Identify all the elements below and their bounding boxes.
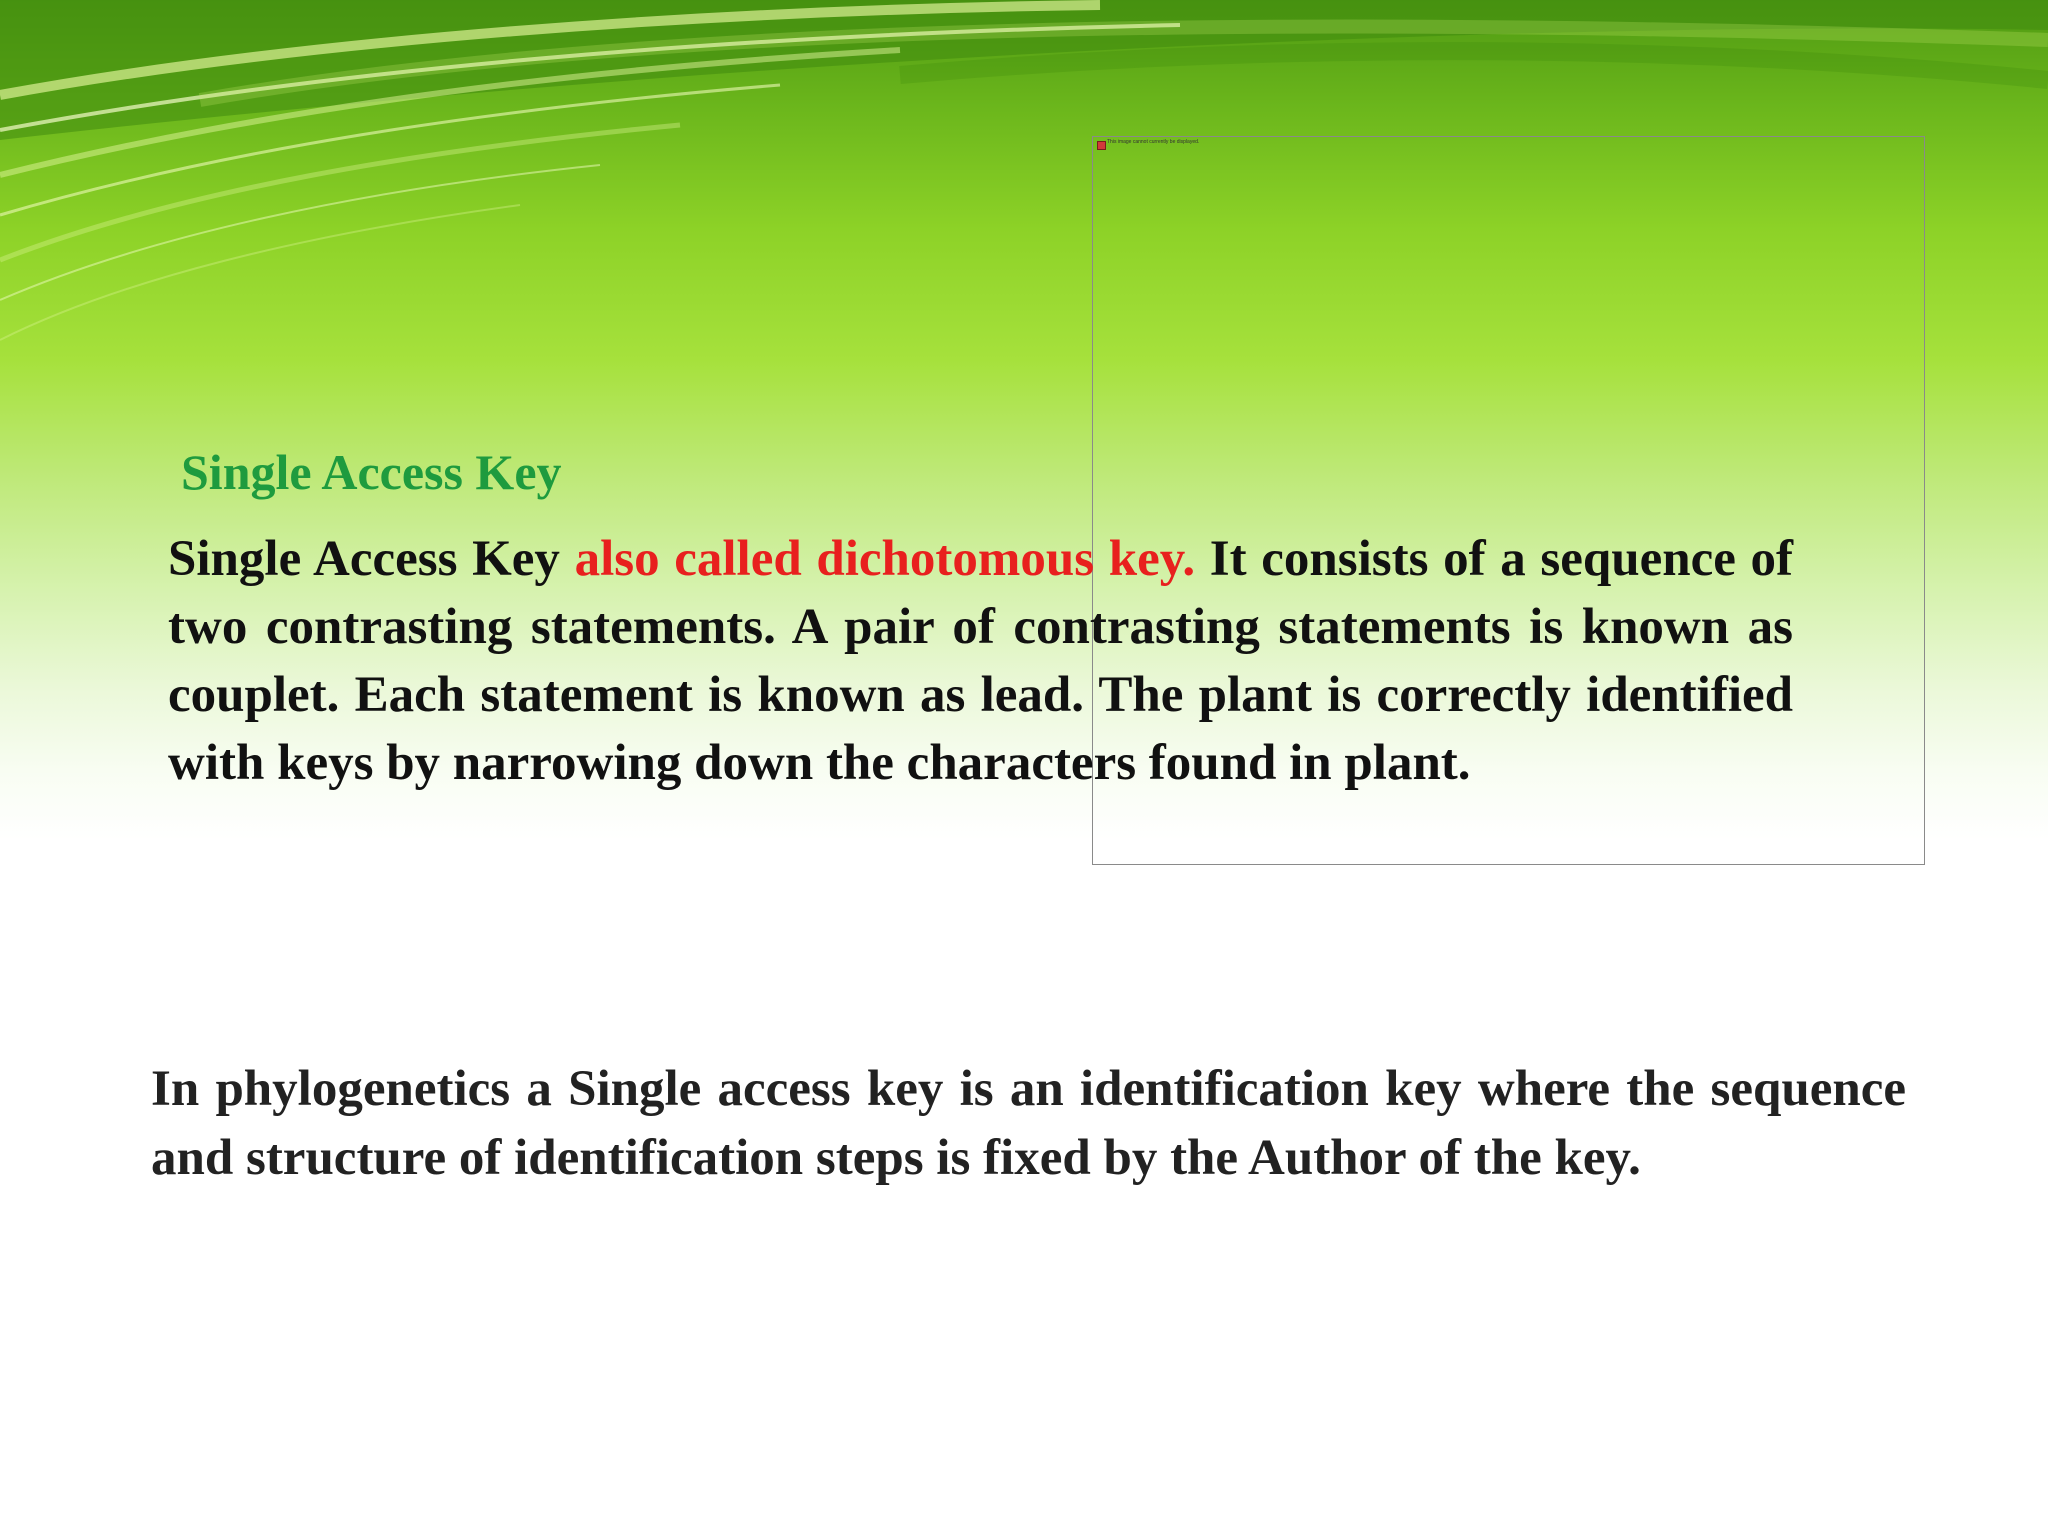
broken-image-icon <box>1097 141 1106 150</box>
paragraph1-highlight: also called dichotomous key. <box>574 531 1196 587</box>
paragraph-dichotomous-key <box>168 525 1793 797</box>
paragraph1-rest: It consists of a sequence of two contrasting statements. A pair of contrasting statements is known as couplet. Each statement is known as lead. The plant is correctly identified with keys by narrowing down the characters found in plant. <box>168 531 1793 791</box>
broken-image-message: This image cannot currently be displayed. <box>1107 139 1200 145</box>
paragraph1-lead: Single Access Key <box>168 531 575 587</box>
paragraph-phylogenetics: In phylogenetics a Single access key is an identification key where the sequence and structure of identification steps is fixed by the Author of the key. <box>151 1061 1906 1186</box>
slide-heading: Single Access Key <box>181 444 562 500</box>
